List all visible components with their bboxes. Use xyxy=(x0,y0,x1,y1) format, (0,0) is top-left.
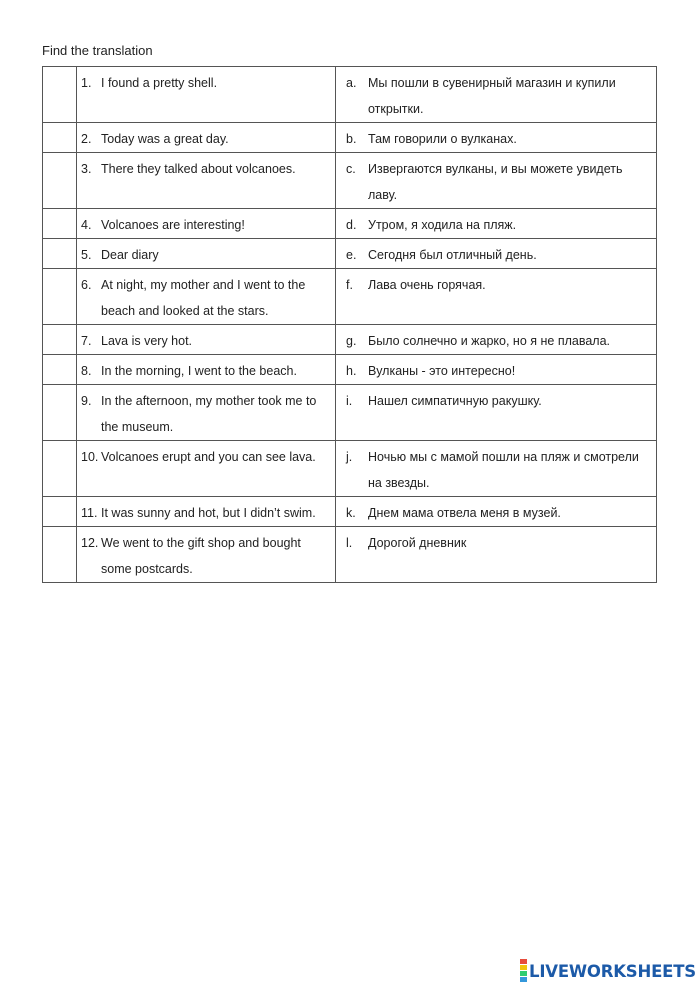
russian-letter: a. xyxy=(346,76,357,90)
russian-letter: c. xyxy=(346,162,356,176)
english-number: 12. xyxy=(81,536,99,550)
english-sentence: We went to the gift shop and bought some postcards. xyxy=(101,536,301,576)
english-sentence: It was sunny and hot, but I didn’t swim. xyxy=(101,506,316,520)
english-number: 4. xyxy=(81,218,92,232)
russian-cell xyxy=(336,441,657,497)
russian-sentence: Там говорили о вулканах. xyxy=(368,132,517,146)
english-sentence: There they talked about volcanoes. xyxy=(101,162,296,176)
answer-cell[interactable] xyxy=(43,67,77,123)
russian-sentence: Лава очень горячая. xyxy=(368,278,486,292)
table-row xyxy=(43,497,657,527)
english-cell xyxy=(77,209,336,239)
english-sentence: Volcanoes erupt and you can see lava. xyxy=(101,450,316,464)
answer-cell[interactable] xyxy=(43,325,77,355)
english-number: 8. xyxy=(81,364,92,378)
english-cell xyxy=(77,385,336,441)
russian-sentence: Нашел симпатичную ракушку. xyxy=(368,394,542,408)
russian-cell xyxy=(336,153,657,209)
english-sentence: In the morning, I went to the beach. xyxy=(101,364,297,378)
russian-cell xyxy=(336,123,657,153)
english-cell xyxy=(77,325,336,355)
table-row xyxy=(43,239,657,269)
english-number: 10. xyxy=(81,450,99,464)
english-cell xyxy=(77,497,336,527)
table-row xyxy=(43,269,657,325)
english-sentence: Dear diary xyxy=(101,248,159,262)
english-cell xyxy=(77,441,336,497)
table-row xyxy=(43,441,657,497)
english-cell xyxy=(77,123,336,153)
english-number: 11. xyxy=(81,506,98,520)
table-row xyxy=(43,325,657,355)
answer-cell[interactable] xyxy=(43,527,77,583)
russian-letter: h. xyxy=(346,364,357,378)
russian-sentence: Дорогой дневник xyxy=(368,536,467,550)
answer-cell[interactable] xyxy=(43,209,77,239)
answer-cell[interactable] xyxy=(43,497,77,527)
answer-cell[interactable] xyxy=(43,355,77,385)
table-row xyxy=(43,153,657,209)
russian-letter: f. xyxy=(346,278,353,292)
worksheet-title: Find the translation xyxy=(42,43,153,58)
russian-letter: d. xyxy=(346,218,357,232)
russian-letter: l. xyxy=(346,536,353,550)
answer-cell[interactable] xyxy=(43,239,77,269)
english-number: 6. xyxy=(81,278,92,292)
russian-letter: k. xyxy=(346,506,356,520)
russian-cell xyxy=(336,269,657,325)
english-cell xyxy=(77,239,336,269)
table-row xyxy=(43,123,657,153)
liveworksheets-logo xyxy=(520,959,696,983)
english-sentence: In the afternoon, my mother took me to the museum. xyxy=(101,394,317,434)
english-cell xyxy=(77,355,336,385)
english-cell xyxy=(77,67,336,123)
russian-cell xyxy=(336,325,657,355)
english-cell xyxy=(77,527,336,583)
table-row xyxy=(43,67,657,123)
russian-sentence: Днем мама отвела меня в музей. xyxy=(368,506,561,520)
russian-letter: j. xyxy=(346,450,353,464)
english-cell xyxy=(77,153,336,209)
english-number: 5. xyxy=(81,248,92,262)
russian-letter: e. xyxy=(346,248,357,262)
russian-letter: g. xyxy=(346,334,357,348)
english-sentence: Today was a great day. xyxy=(101,132,229,146)
russian-cell xyxy=(336,527,657,583)
answer-cell[interactable] xyxy=(43,441,77,497)
russian-cell xyxy=(336,67,657,123)
english-number: 2. xyxy=(81,132,92,146)
russian-sentence: Сегодня был отличный день. xyxy=(368,248,537,262)
russian-sentence: Вулканы - это интересно! xyxy=(368,364,516,378)
table-row xyxy=(43,209,657,239)
russian-letter: i. xyxy=(346,394,353,408)
table-row xyxy=(43,355,657,385)
english-number: 7. xyxy=(81,334,92,348)
answer-cell[interactable] xyxy=(43,153,77,209)
answer-cell[interactable] xyxy=(43,269,77,325)
english-cell xyxy=(77,269,336,325)
english-sentence: Volcanoes are interesting! xyxy=(101,218,245,232)
russian-sentence: Извергаются вулканы, и вы можете увидеть лаву. xyxy=(368,162,623,202)
english-sentence: Lava is very hot. xyxy=(101,334,193,348)
english-sentence: At night, my mother and I went to the beach and looked at the stars. xyxy=(101,278,306,318)
logo-text: LIVEWORKSHEETS xyxy=(529,961,696,981)
translation-table xyxy=(42,66,657,583)
english-number: 9. xyxy=(81,394,92,408)
table-row xyxy=(43,527,657,583)
logo-icon xyxy=(520,959,527,983)
russian-cell xyxy=(336,209,657,239)
russian-cell xyxy=(336,385,657,441)
english-sentence: I found a pretty shell. xyxy=(101,76,218,90)
answer-cell[interactable] xyxy=(43,123,77,153)
russian-cell xyxy=(336,497,657,527)
table-row xyxy=(43,385,657,441)
english-number: 3. xyxy=(81,162,92,176)
russian-letter: b. xyxy=(346,132,357,146)
russian-sentence: Утром, я ходила на пляж. xyxy=(368,218,517,232)
russian-cell xyxy=(336,355,657,385)
answer-cell[interactable] xyxy=(43,385,77,441)
russian-sentence: Мы пошли в сувенирный магазин и купили открытки. xyxy=(368,76,616,116)
russian-sentence: Ночью мы с мамой пошли на пляж и смотрели на звезды. xyxy=(368,450,639,490)
english-number: 1. xyxy=(81,76,92,90)
russian-sentence: Было солнечно и жарко, но я не плавала. xyxy=(368,334,610,348)
russian-cell xyxy=(336,239,657,269)
